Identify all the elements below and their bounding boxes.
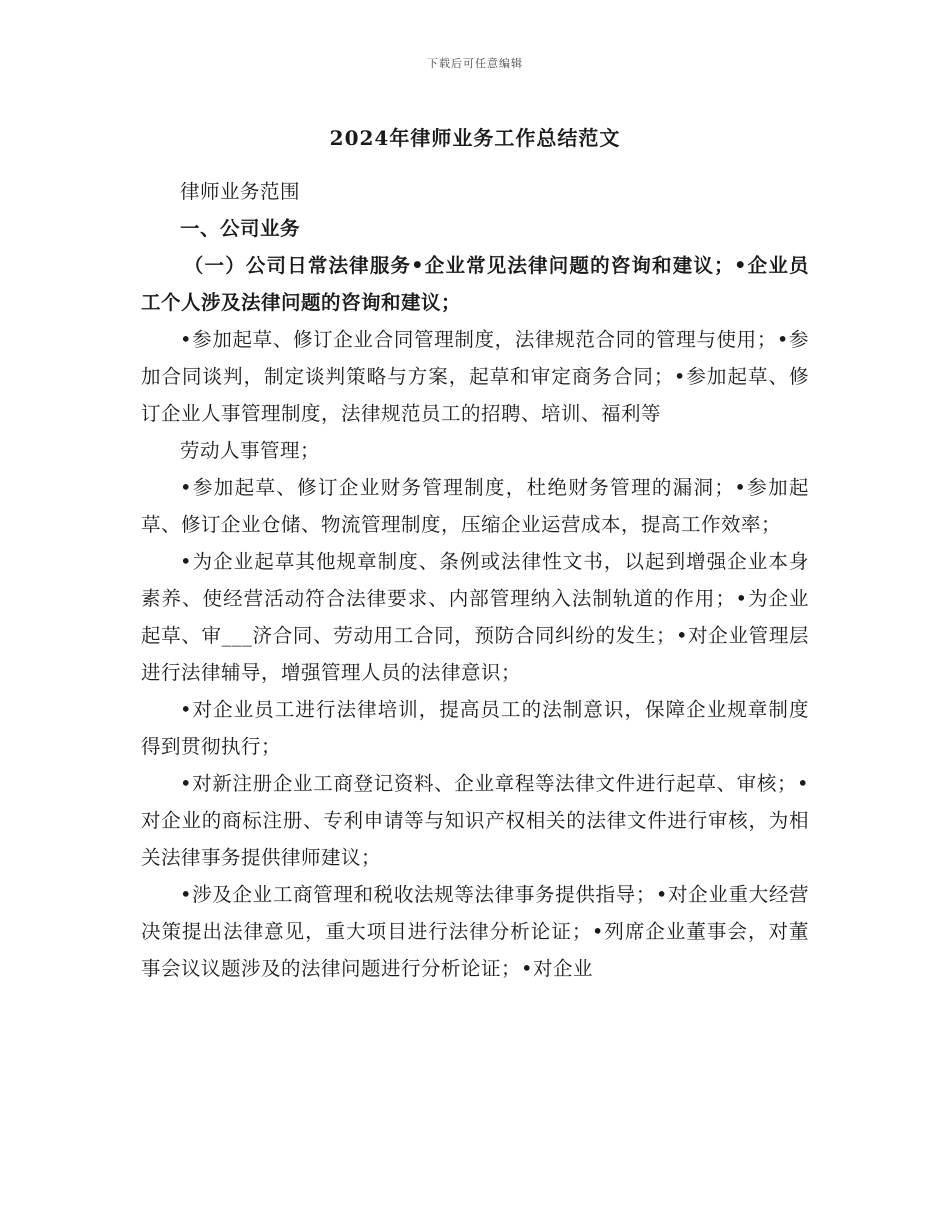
paragraph-scope: 律师业务范围 [180, 180, 301, 203]
document-body [141, 122, 809, 987]
document-title: 2024年律师业务工作总结范文 [329, 126, 621, 150]
paragraph-employee-training: •对企业员工进行法律培训，提高员工的法制意识，保障企业规章制度得到贯彻执行； [141, 698, 809, 758]
paragraph-finance-management: •参加起草、修订企业财务管理制度，杜绝财务管理的漏洞；•参加起草、修订企业仓储、物流管理制度，压缩企业运营成本，提高工作效率； [141, 476, 809, 536]
subsection-heading-daily-legal: （一）公司日常法律服务•企业常见法律问题的咨询和建议；•企业员工个人涉及法律问题的咨询和建议； [141, 254, 809, 314]
paragraph-contract-management: •参加起草、修订企业合同管理制度，法律规范合同的管理与使用；•参加合同谈判，制定谈判策略与方案，起草和审定商务合同；•参加起草、修订企业人事管理制度，法律规范员工的招聘、培训、福利等 [141, 328, 809, 425]
section-heading-company: 一、公司业务 [180, 217, 301, 240]
paragraph-labor-management: 劳动人事管理； [180, 439, 321, 462]
paragraph-regulations: •为企业起草其他规章制度、条例或法律性文书，以起到增强企业本身素养、使经营活动符合法律要求、内部管理纳入法制轨道的作用；•为企业起草、审___济合同、劳动用工合同，预防合同纠纷的发生；•对企业管理层进行法律辅导，增强管理人员的法律意识； [141, 550, 809, 684]
paragraph-business-tax: •涉及企业工商管理和税收法规等法律事务提供指导；•对企业重大经营决策提出法律意见，重大项目进行法律分析论证；•列席企业董事会，对董事会议议题涉及的法律问题进行分析论证；•对企业 [141, 883, 809, 980]
page-header-note: 下载后可任意编辑 [427, 57, 523, 70]
paragraph-registration: •对新注册企业工商登记资料、企业章程等法律文件进行起草、审核；•对企业的商标注册、专利申请等与知识产权相关的法律文件进行审核，为相关法律事务提供律师建议； [141, 772, 809, 869]
